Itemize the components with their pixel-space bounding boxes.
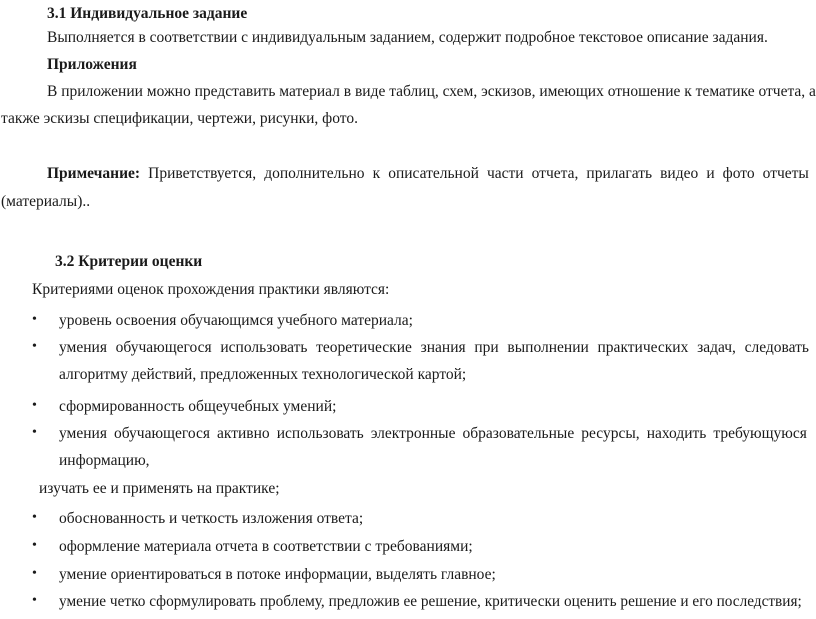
criteria-word: выполнении bbox=[507, 339, 589, 356]
note-word: части bbox=[486, 165, 524, 182]
criteria-word: знания bbox=[420, 339, 466, 356]
bullet-icon: • bbox=[32, 398, 37, 413]
criteria-item-1: уровень освоения обучающимся учебного материала; bbox=[59, 312, 413, 329]
criteria-item-2-line-2: алгоритму действий, предложенных технологической картой; bbox=[59, 366, 467, 383]
criteria-word: умения bbox=[59, 339, 107, 356]
criteria-word: находить bbox=[646, 425, 707, 442]
bullet-icon: • bbox=[32, 510, 37, 525]
criteria-word: требующуюся bbox=[713, 425, 807, 442]
criteria-word: теоретические bbox=[316, 339, 412, 356]
criteria-item-7: умение ориентироваться в потоке информации, выделять главное; bbox=[59, 566, 496, 583]
criteria-word: при bbox=[474, 339, 499, 356]
bullet-icon: • bbox=[32, 538, 37, 553]
note-word: фото bbox=[722, 165, 755, 182]
section-3-2-heading: 3.2 Критерии оценки bbox=[55, 253, 203, 270]
note-word: отчеты bbox=[762, 165, 809, 182]
note-word: дополнительно bbox=[264, 165, 365, 182]
criteria-word: активно bbox=[217, 425, 270, 442]
bullet-icon: • bbox=[32, 425, 37, 440]
criteria-word: обучающегося bbox=[115, 339, 212, 356]
bullet-icon: • bbox=[32, 312, 37, 327]
note-label: Примечание: bbox=[47, 165, 141, 182]
note-word: описательной bbox=[388, 165, 479, 182]
criteria-item-8: умение четко сформулировать проблему, предложив ее решение, критически оценить решение и его последствия; bbox=[59, 593, 802, 610]
appendix-line-1: В приложении можно представить материал в виде таблиц, схем, эскизов, имеющих отношение к тематике отчета, а bbox=[47, 83, 816, 100]
criteria-word: обучающегося bbox=[114, 425, 210, 442]
bullet-icon: • bbox=[32, 339, 37, 354]
criteria-item-3: сформированность общеучебных умений; bbox=[59, 398, 337, 415]
criteria-item-4-line-2: информацию, bbox=[59, 452, 150, 469]
note-word: видео bbox=[660, 165, 699, 182]
appendix-line-2: также эскизы спецификации, чертежи, рисунки, фото. bbox=[1, 110, 358, 127]
criteria-word: практических bbox=[597, 339, 689, 356]
criteria-word: ресурсы, bbox=[581, 425, 640, 442]
note-word: Приветствуется, bbox=[148, 165, 257, 182]
criteria-intro: Критериями оценок прохождения практики являются: bbox=[32, 281, 390, 298]
criteria-item-2-line-1 bbox=[59, 340, 809, 356]
criteria-word: следовать bbox=[744, 339, 809, 356]
criteria-word: умения bbox=[59, 425, 107, 442]
criteria-continuation: изучать ее и применять на практике; bbox=[39, 480, 280, 497]
note-word: прилагать bbox=[586, 165, 653, 182]
note-word: отчета, bbox=[531, 165, 579, 182]
criteria-word: электронные bbox=[370, 425, 456, 442]
note-word: и bbox=[706, 165, 715, 182]
criteria-word: образовательные bbox=[462, 425, 575, 442]
criteria-word: использовать bbox=[276, 425, 364, 442]
criteria-item-6: оформление материала отчета в соответствии с требованиями; bbox=[59, 538, 473, 555]
criteria-word: использовать bbox=[220, 339, 308, 356]
note-line-2: (материалы).. bbox=[1, 193, 91, 210]
section-3-1-text: Выполняется в соответствии с индивидуальным заданием, содержит подробное текстовое описание задания. bbox=[47, 29, 768, 46]
note-word: к bbox=[372, 165, 381, 182]
note-line-1 bbox=[47, 166, 809, 182]
criteria-word: задач, bbox=[697, 339, 736, 356]
bullet-icon: • bbox=[32, 566, 37, 581]
section-3-1-heading: 3.1 Индивидуальное задание bbox=[47, 5, 248, 22]
criteria-item-5: обоснованность и четкость изложения ответа; bbox=[59, 510, 364, 527]
appendix-heading: Приложения bbox=[47, 56, 137, 73]
bullet-icon: • bbox=[32, 593, 37, 608]
criteria-item-4-line-1 bbox=[59, 426, 807, 442]
